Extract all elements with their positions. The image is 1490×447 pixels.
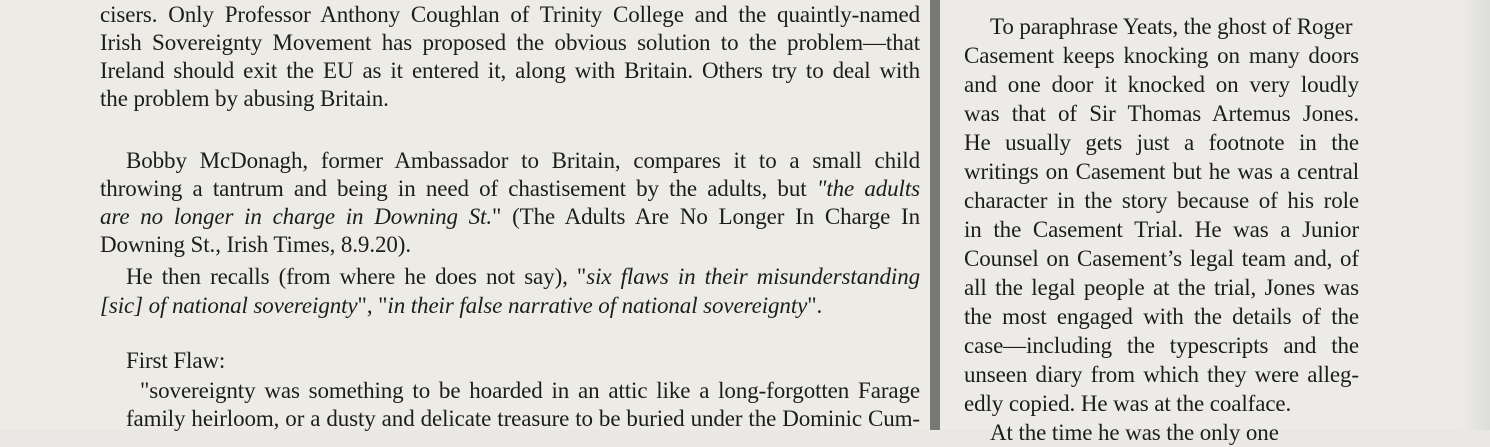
right-column-line-5: He usually gets just a footnote in the bbox=[964, 130, 1359, 155]
paragraph-2-line-2: throwing a tantrum and being in need of chastisement by the adults, but "the adults bbox=[100, 176, 920, 201]
paragraph-3-line-1: He then recalls (from where he does not say), "six flaws in their misunderstanding bbox=[126, 264, 920, 289]
page-edge-shadow bbox=[1460, 0, 1490, 430]
right-column-line-4: was that of Sir Thomas Artemus Jones. bbox=[964, 101, 1359, 126]
paragraph-2-line-4: Downing St., Irish Times, 8.9.20). bbox=[100, 232, 411, 257]
right-column-line-8: in the Casement Trial. He was a Junior bbox=[964, 217, 1359, 242]
quote-line-1: "sovereignty was something to be hoarded in an attic like a long-forgotten Farage bbox=[140, 378, 920, 403]
page-gutter bbox=[930, 0, 940, 430]
right-column-cutoff-line: At the time he was the only one bbox=[990, 420, 1279, 445]
first-flaw-heading: First Flaw: bbox=[126, 348, 226, 373]
right-column-line-13: unseen diary from which they were alleg- bbox=[964, 362, 1359, 387]
right-column-line-11: the most engaged with the details of the bbox=[964, 304, 1359, 329]
quote-line-2: family heirloom, or a dusty and delicate treasure to be buried under the Dominic Cum- bbox=[126, 406, 920, 431]
right-column-line-9: Counsel on Casement’s legal team and, of bbox=[964, 246, 1359, 271]
right-column-line-12: case—including the typescripts and the bbox=[964, 333, 1359, 358]
right-column-line-6: writings on Casement but he was a central bbox=[964, 159, 1359, 184]
paragraph-1-line-2: Irish Sovereignty Movement has proposed the obvious solution to the problem—that bbox=[100, 30, 920, 55]
right-column-line-3: and one door it knocked on very loudly bbox=[964, 72, 1359, 97]
right-column-line-2: Casement keeps knocking on many doors bbox=[964, 43, 1359, 68]
right-column-line-14: edly copied. He was at the coalface. bbox=[964, 391, 1292, 416]
right-column-line-7: character in the story because of his role bbox=[964, 188, 1359, 213]
right-column-line-10: all the legal people at the trial, Jones was bbox=[964, 275, 1359, 300]
paragraph-2-line-1: Bobby McDonagh, former Ambassador to Britain, compares it to a small child bbox=[126, 148, 920, 173]
paragraph-1-line-1: cisers. Only Professor Anthony Coughlan of Trinity College and the quaintly-named bbox=[100, 2, 920, 27]
paragraph-1-line-3: Ireland should exit the EU as it entered it, along with Britain. Others try to deal with bbox=[100, 58, 920, 83]
paragraph-1-line-4: the problem by abusing Britain. bbox=[100, 86, 389, 111]
paragraph-2-line-3: are no longer in charge in Downing St." (The Adults Are No Longer In Charge In bbox=[100, 204, 920, 229]
right-column-line-1: To paraphrase Yeats, the ghost of Roger bbox=[990, 14, 1353, 39]
paragraph-3-line-2: [sic] of national sovereignty", "in their false narrative of national sovereignty". bbox=[100, 293, 823, 318]
